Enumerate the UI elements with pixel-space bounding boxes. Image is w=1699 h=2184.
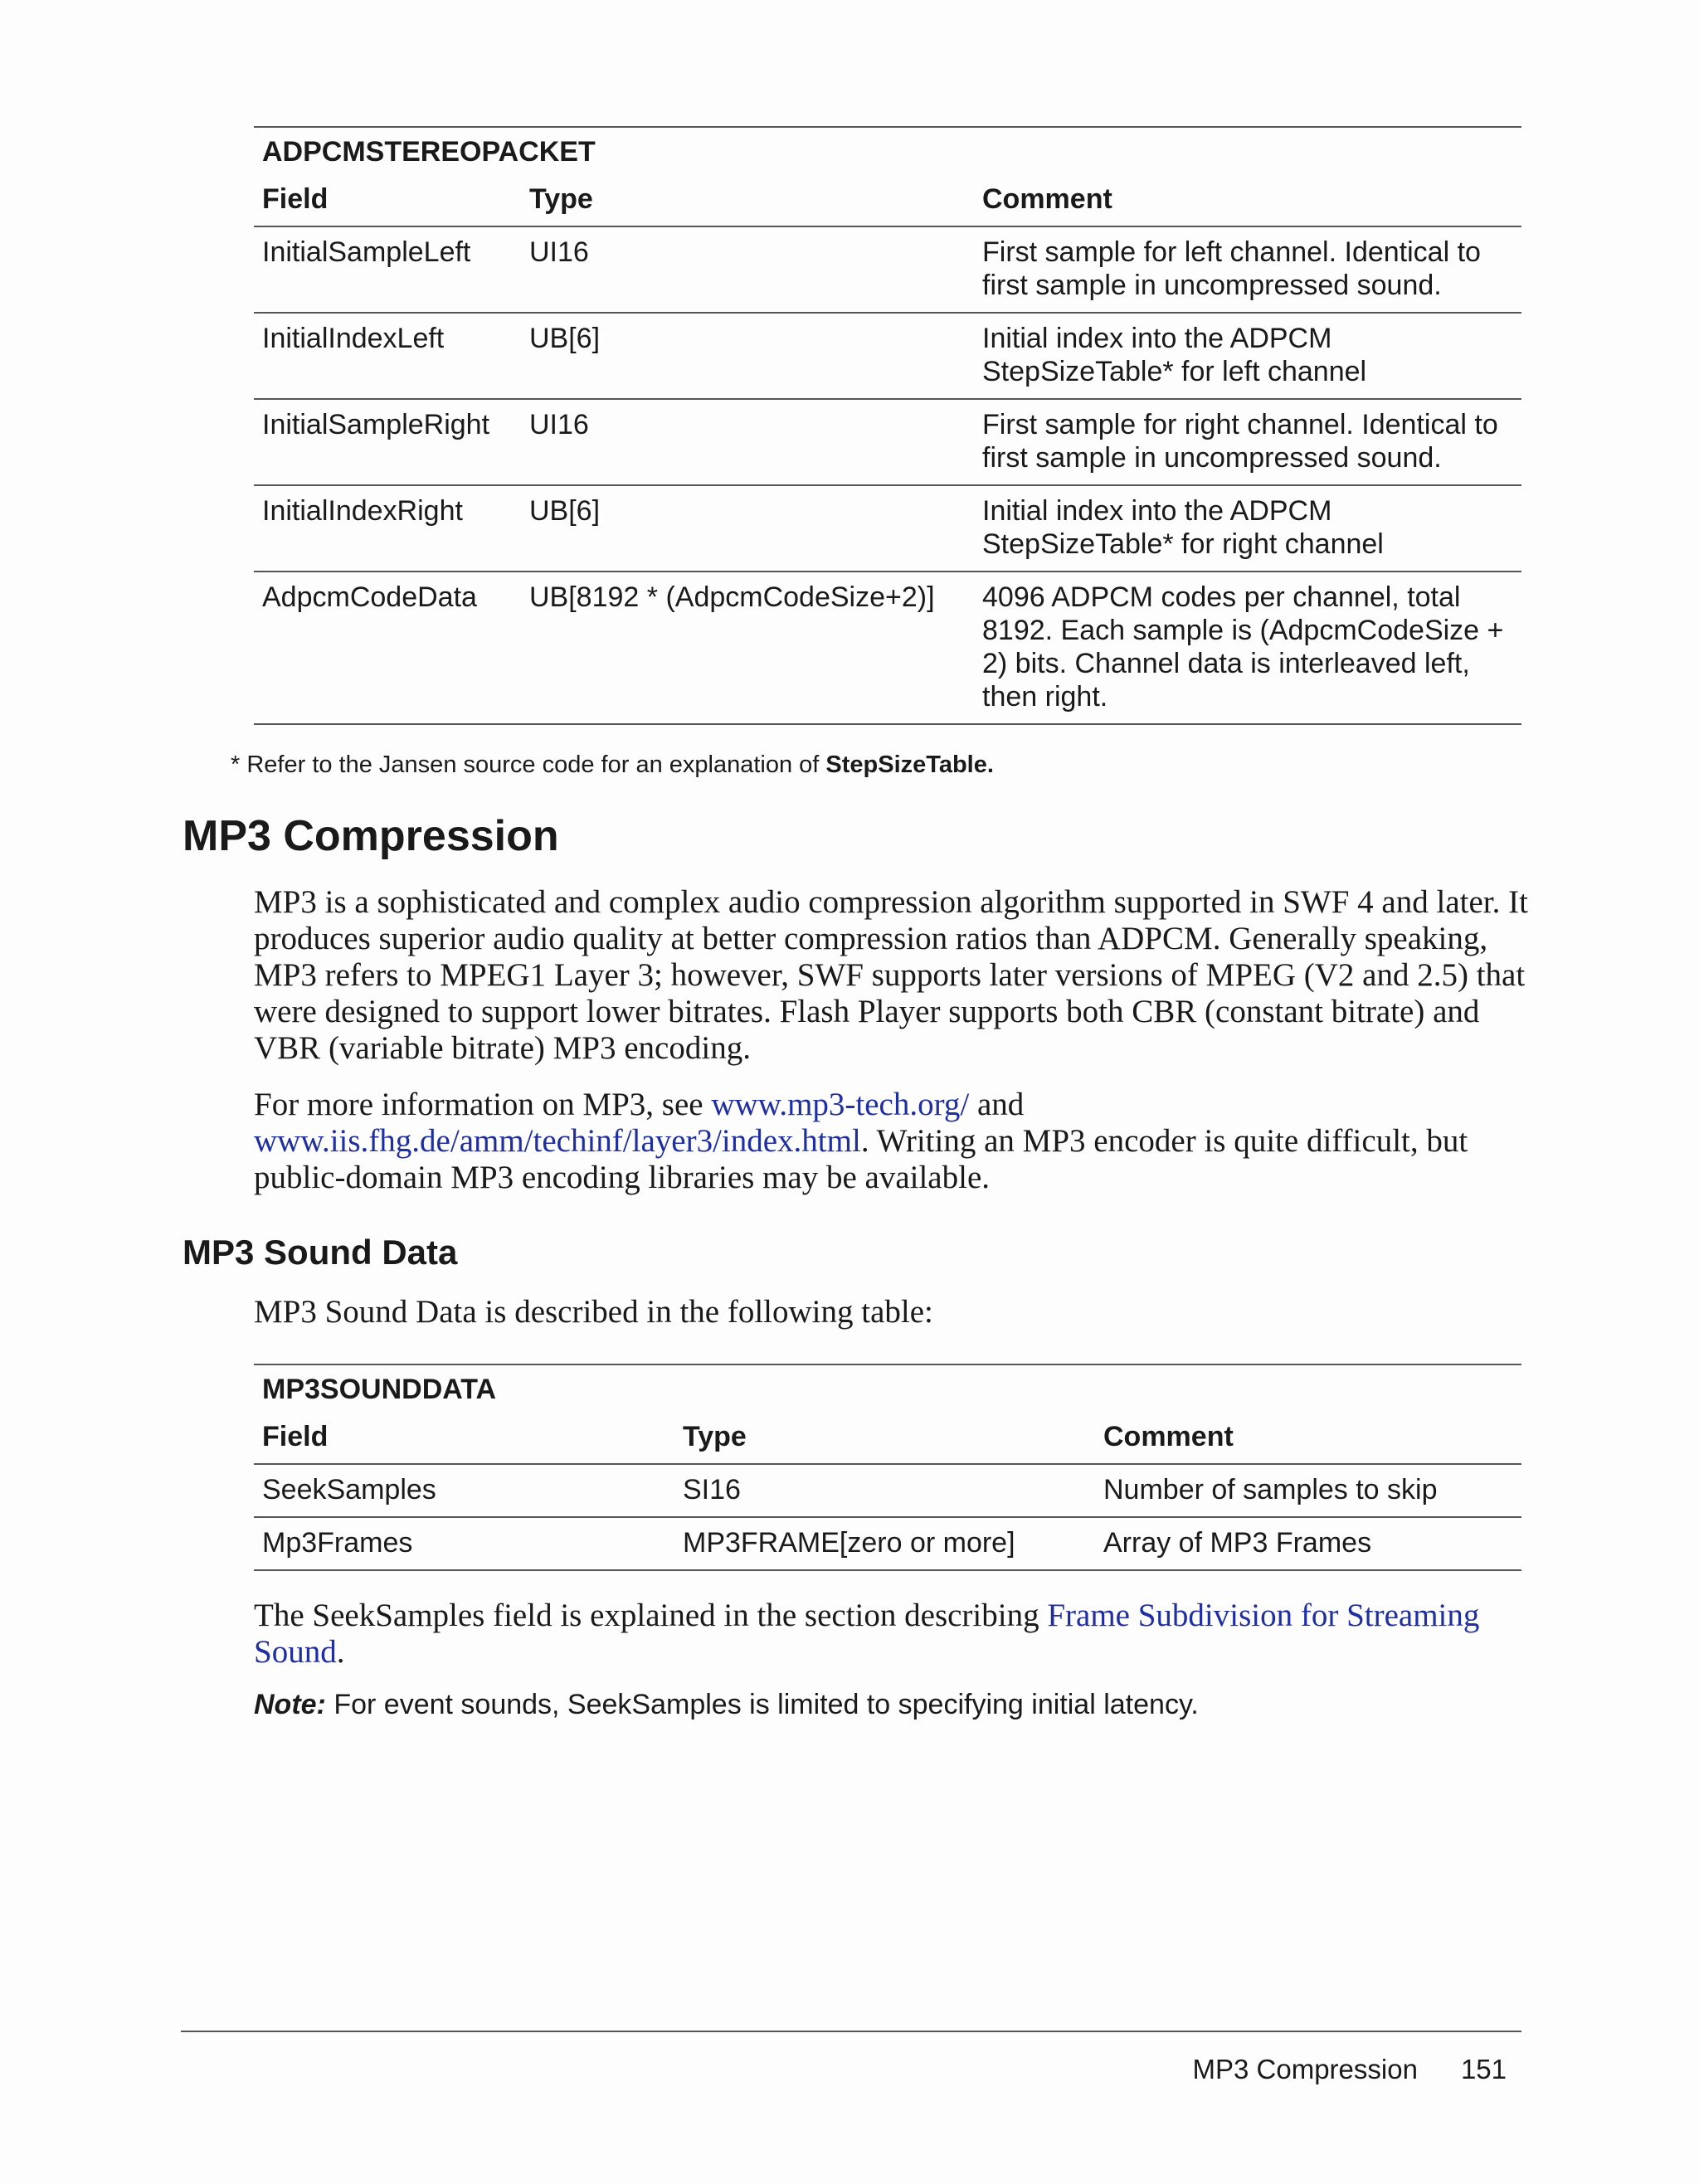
cell-field: SeekSamples	[262, 1474, 436, 1505]
header-comment: Comment	[1103, 1420, 1234, 1452]
table-intro-paragraph: MP3 Sound Data is described in the following table:	[254, 1294, 933, 1330]
cell-type: UB[8192 * (AdpcmCodeSize+2)]	[529, 581, 935, 613]
cell-field: Mp3Frames	[262, 1527, 413, 1559]
cell-field: InitialSampleRight	[262, 409, 490, 440]
seek-samples-paragraph	[254, 1598, 1531, 1671]
page-number: 151	[1460, 2054, 1507, 2084]
cell-type: UI16	[529, 236, 589, 268]
cell-type: SI16	[683, 1474, 741, 1505]
cell-comment: First sample for right channel. Identical to first sample in uncompressed sound.	[982, 409, 1498, 474]
table-row	[254, 486, 1521, 572]
table-caption: MP3SOUNDDATA	[262, 1374, 497, 1405]
cell-type: UB[6]	[529, 323, 601, 354]
note-text: For event sounds, SeekSamples is limited to specifying initial latency.	[325, 1689, 1199, 1720]
more-info-paragraph	[254, 1087, 1531, 1196]
cell-type: UB[6]	[529, 495, 601, 527]
table-caption: ADPCMSTEREOPACKET	[262, 136, 596, 168]
table-row	[254, 1518, 1521, 1571]
para2-mid: and	[969, 1087, 1025, 1122]
cell-comment: Initial index into the ADPCM StepSizeTable* for left channel	[982, 323, 1367, 387]
para4-pre: The SeekSamples field is explained in the section describing	[254, 1598, 1048, 1633]
iis-fhg-link[interactable]: www.iis.fhg.de/amm/techinf/layer3/index.html	[254, 1123, 861, 1159]
para2-pre: For more information on MP3, see	[254, 1087, 712, 1122]
table-row	[254, 400, 1521, 486]
frame-subdivision-link[interactable]: Frame Subdivision for Streaming Sound	[254, 1598, 1480, 1670]
note-label: Note:	[254, 1689, 326, 1720]
footer-section: MP3 Compression	[1192, 2054, 1418, 2084]
cell-type: MP3FRAME[zero or more]	[683, 1527, 1015, 1559]
note	[254, 1689, 1199, 1721]
page-footer	[1193, 2054, 1507, 2085]
cell-field: AdpcmCodeData	[262, 581, 477, 613]
footnote-bold: StepSizeTable.	[825, 752, 994, 778]
cell-type: UI16	[529, 409, 589, 440]
para4-post: .	[336, 1634, 345, 1670]
table-row	[254, 227, 1521, 314]
table-footnote	[231, 752, 994, 779]
footnote-text: * Refer to the Jansen source code for an explanation of	[231, 752, 826, 778]
adpcm-stereo-packet-table	[254, 126, 1521, 725]
cell-comment: First sample for left channel. Identical to first sample in uncompressed sound.	[982, 236, 1481, 301]
table-row	[254, 572, 1521, 725]
footer-divider	[181, 2031, 1521, 2032]
cell-field: InitialIndexRight	[262, 495, 463, 527]
table-header	[254, 173, 1521, 227]
header-field: Field	[262, 182, 329, 215]
subsection-title: MP3 Sound Data	[183, 1233, 458, 1272]
header-comment: Comment	[982, 182, 1112, 215]
header-field: Field	[262, 1420, 329, 1452]
intro-paragraph: MP3 is a sophisticated and complex audio compression algorithm supported in SWF 4 and later. It produces superior audio quality at better compression ratios than ADPCM. Generally speaking, MP3 refers to MPEG1 Layer 3; however, SWF supports later versions of MPEG (V2 and 2.5) that were designed to support lower bitrates. Flash Player supports both CBR (constant bitrate) and VBR (variable bitrate) MP3 encoding.	[254, 884, 1528, 1066]
header-type: Type	[683, 1420, 747, 1452]
table-row	[254, 314, 1521, 400]
header-type: Type	[529, 182, 593, 215]
table-header	[254, 1410, 1521, 1465]
cell-field: InitialSampleLeft	[262, 236, 471, 268]
cell-comment: Number of samples to skip	[1103, 1474, 1438, 1505]
table-row	[254, 1465, 1521, 1518]
cell-comment: Array of MP3 Frames	[1103, 1527, 1372, 1559]
para2-post: . Writing an MP3 encoder is quite difficult, but public-domain MP3 encoding libraries may be available.	[254, 1123, 1468, 1195]
mp3-tech-link[interactable]: www.mp3-tech.org/	[711, 1087, 970, 1122]
mp3-sound-data-table	[254, 1364, 1521, 1571]
section-title: MP3 Compression	[183, 812, 559, 860]
cell-comment: Initial index into the ADPCM StepSizeTable* for right channel	[982, 495, 1384, 560]
cell-field: InitialIndexLeft	[262, 323, 445, 354]
cell-comment: 4096 ADPCM codes per channel, total 8192. Each sample is (AdpcmCodeSize + 2) bits. Channel data is interleaved left, then right.	[982, 581, 1504, 713]
